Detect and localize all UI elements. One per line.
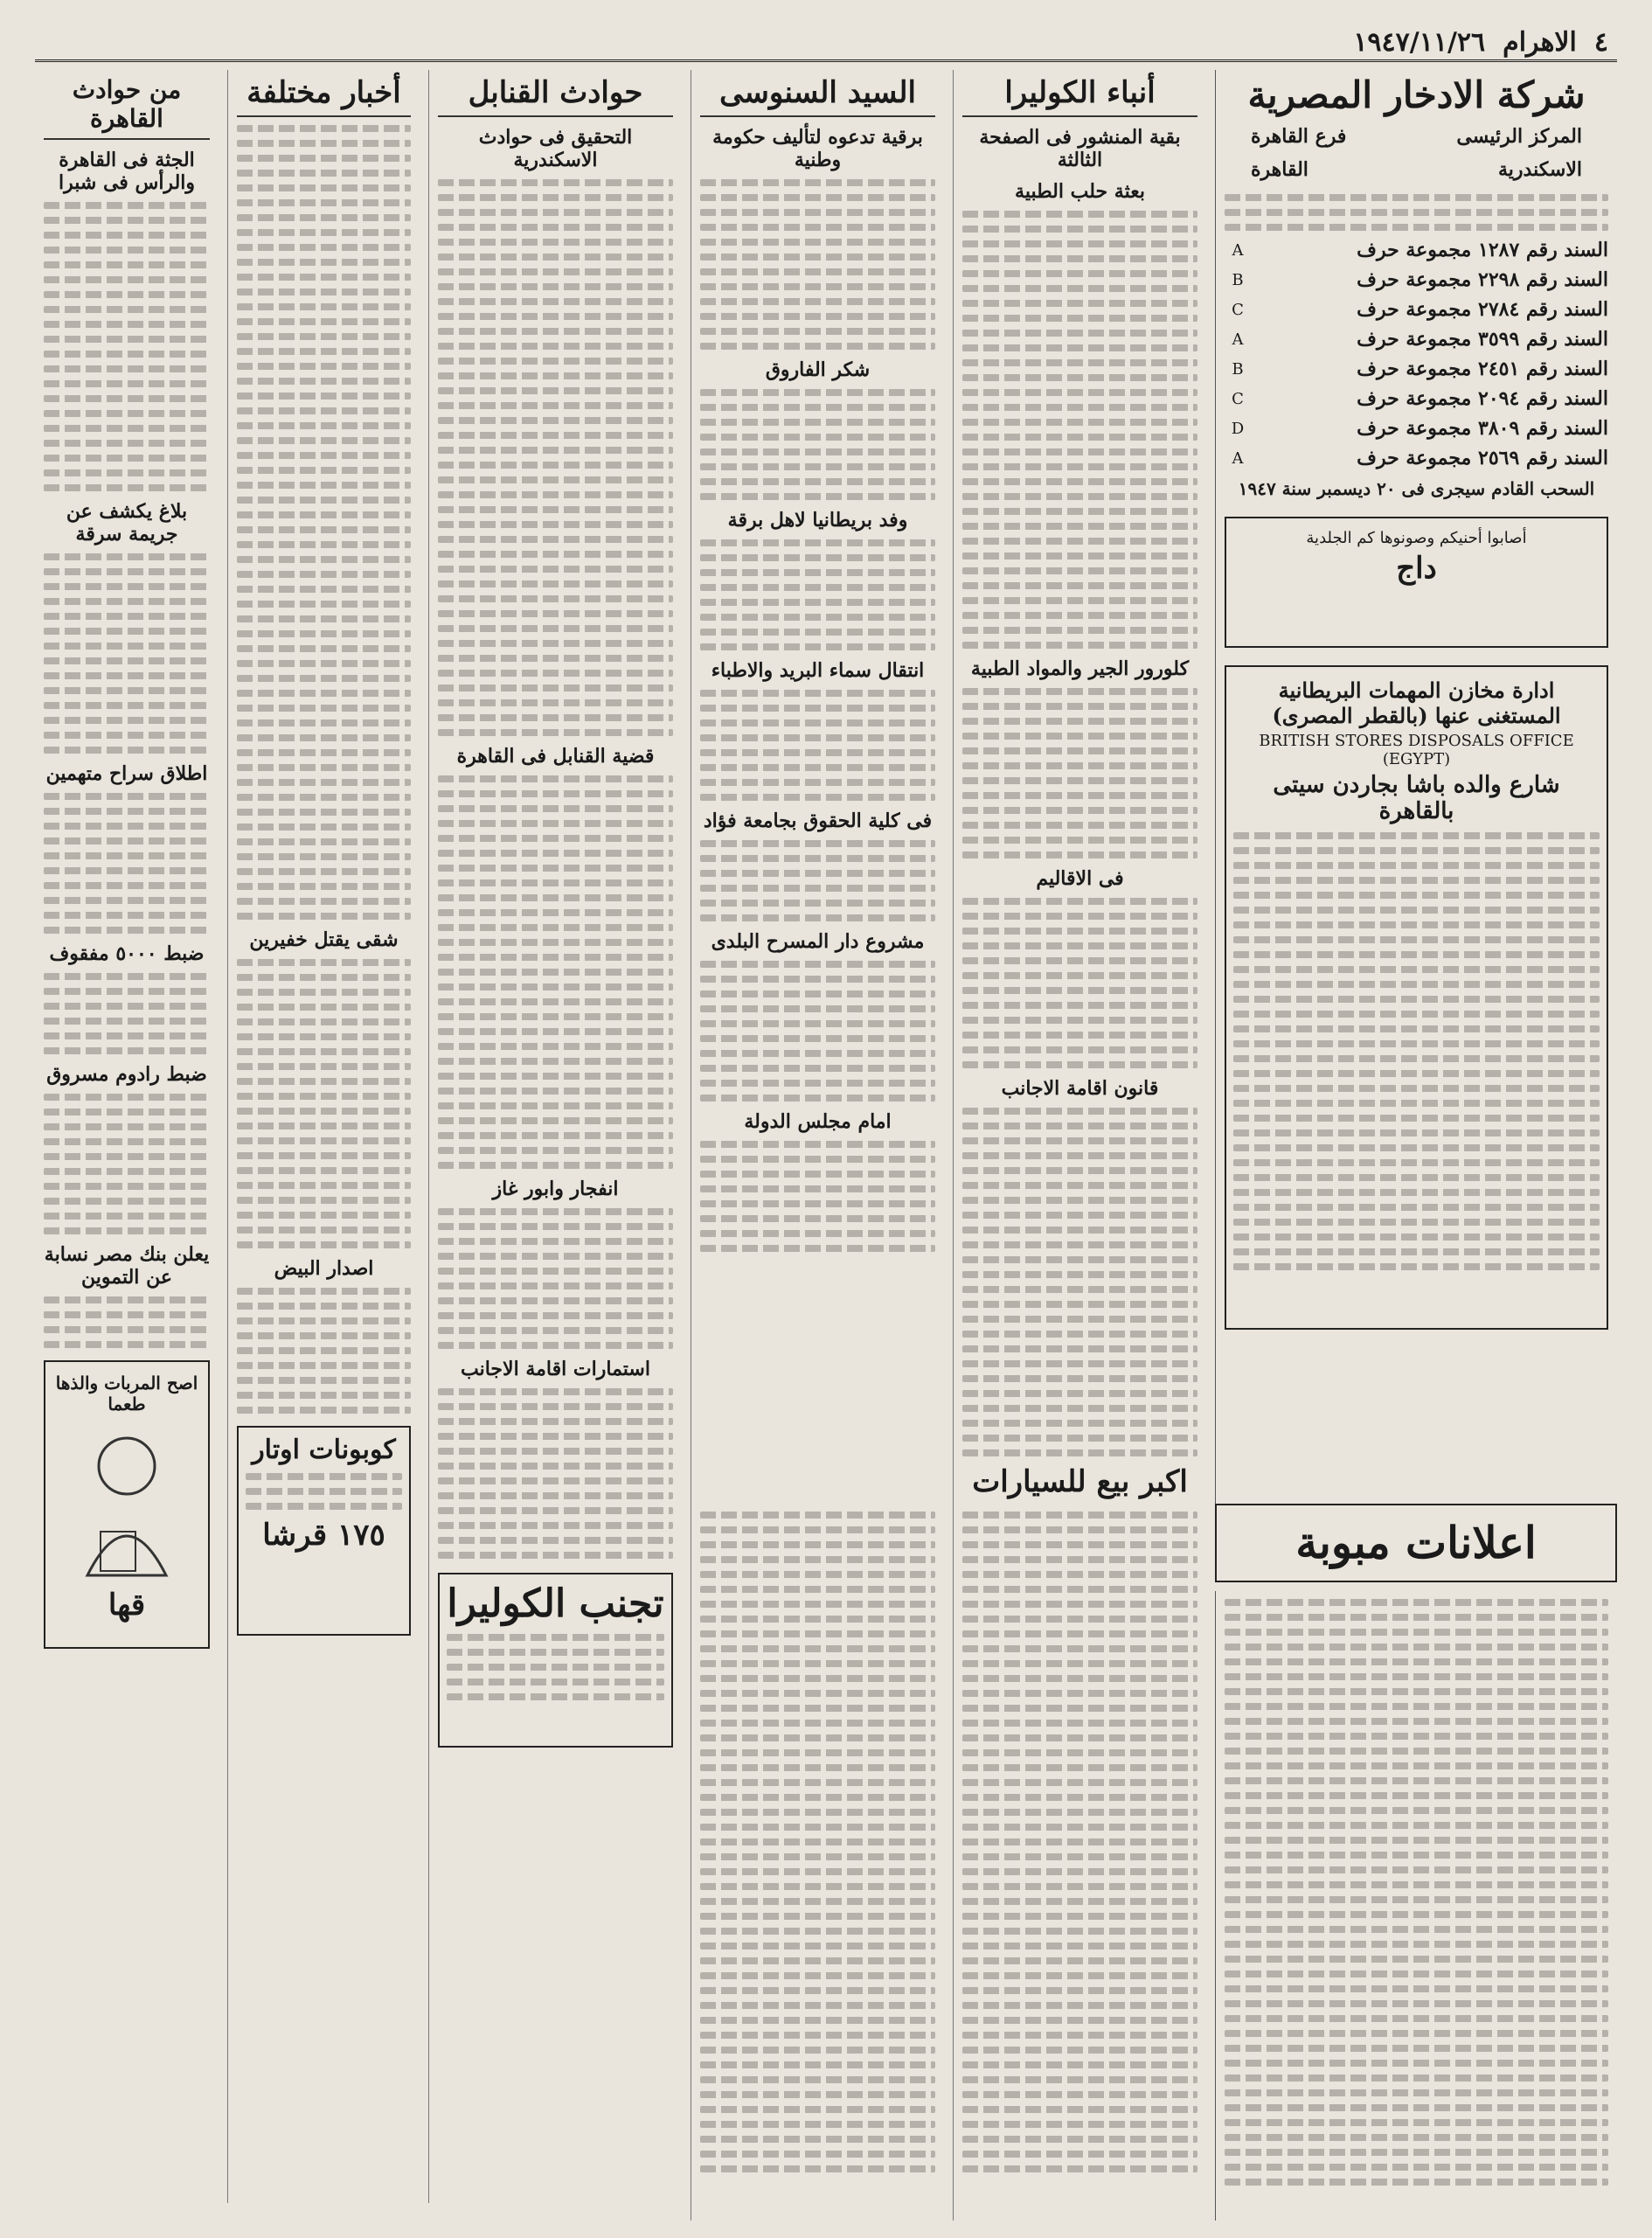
subhead: مشروع دار المسرح البلدى — [711, 930, 925, 953]
bond-row: السند رقم ٣٥٩٩ مجموعة حرف A — [1232, 328, 1608, 351]
subhead: اطلاق سراح متهمين — [45, 762, 208, 785]
classified-heading: اعلانات مبوبة — [1215, 1504, 1617, 1582]
dag-brand: داج — [1396, 551, 1437, 586]
hq-label: المركز الرئيسى — [1456, 125, 1582, 148]
subhead: شقى يقتل خفيرين — [249, 928, 399, 951]
classified-col-3 — [691, 1504, 944, 2221]
company-title: شركة الادخار المصرية — [1247, 73, 1586, 116]
column-company — [1215, 70, 1617, 1556]
dag-ad — [1225, 517, 1608, 648]
bond-row: السند رقم ٢٧٨٤ مجموعة حرف C — [1232, 298, 1608, 321]
bond-row: السند رقم ٢٤٥١ مجموعة حرف B — [1232, 358, 1608, 380]
cairo-heading: من حوادث القاهرة — [44, 75, 210, 140]
subhead: فى كلية الحقوق بجامعة فؤاد — [703, 810, 933, 832]
subhead: ضبط ٥٠٠٠ مفقوف — [49, 942, 205, 965]
bombs-heading: حوادث القنابل — [438, 75, 673, 117]
subhead: بقية المنشور فى الصفحة الثالثة — [979, 126, 1181, 171]
classified-col-1 — [1215, 1591, 1617, 2221]
qaha-brand: قها — [108, 1588, 146, 1623]
subhead: بعثة حلب الطبية — [1015, 180, 1145, 203]
subhead: قانون اقامة الاجانب — [1001, 1077, 1159, 1100]
coupon-title: كوبونات اوتار — [252, 1435, 396, 1465]
bs-en: BRITISH STORES DISPOSALS OFFICE (EGYPT) — [1259, 732, 1574, 768]
cholera-heading: أنباء الكوليرا — [962, 75, 1197, 117]
classified-col-2 — [953, 1504, 1206, 2221]
jam-title: اصح المربات والذها طعما — [55, 1373, 198, 1414]
bs-address: شارع والده باشا بجاردن سيتى بالقاهرة — [1273, 772, 1560, 824]
misc-heading: أخبار مختلفة — [237, 75, 411, 117]
cholera-ad — [438, 1573, 673, 1748]
subhead: بلاغ يكشف عن جريمة سرقة — [66, 500, 188, 546]
subhead: يعلن بنك مصر نسابة عن التموين — [44, 1243, 210, 1289]
column-senussi — [691, 70, 944, 1556]
column-cairo — [35, 70, 219, 2203]
alex-label: الاسكندرية — [1498, 158, 1582, 181]
british-stores-ad — [1225, 665, 1608, 1330]
price: ١٧٥ قرشا — [262, 1518, 385, 1553]
dag-title: أصابوا أحنيكم وصونوها كم الجلدية — [1306, 529, 1527, 547]
subhead: ضبط رادوم مسروق — [46, 1063, 207, 1086]
bond-row: السند رقم ٣٨٠٩ مجموعة حرف D — [1231, 417, 1608, 440]
page-number: ٤ — [1593, 26, 1608, 58]
subhead: استمارات اقامة الاجانب — [461, 1358, 650, 1380]
bond-row: السند رقم ١٢٨٧ مجموعة حرف A — [1232, 239, 1608, 261]
bond-row: السند رقم ٢٠٩٤ مجموعة حرف C — [1232, 387, 1608, 410]
jam-ad — [44, 1360, 210, 1649]
subhead: قضية القنابل فى القاهرة — [456, 745, 655, 768]
subhead: اصدار البيض — [274, 1257, 374, 1280]
cholera-ad-title: تجنب الكوليرا — [447, 1581, 664, 1626]
cairo-label: القاهرة — [1251, 158, 1308, 181]
masthead — [35, 24, 1617, 62]
subhead: فى الاقاليم — [1036, 867, 1124, 890]
issue-date: ١٩٤٧/١١/٢٦ — [1353, 26, 1486, 58]
subhead: برقية تدعوه لتأليف حكومة وطنية — [712, 126, 923, 171]
subhead: انتقال سماء البريد والاطباء — [711, 659, 925, 682]
bond-list — [1225, 239, 1608, 469]
paper-name: الاهرام — [1503, 26, 1577, 58]
subhead: كلورور الجير والمواد الطبية — [970, 657, 1190, 680]
branch-label: فرع القاهرة — [1251, 125, 1347, 148]
bs-title: ادارة مخازن المهمات البريطانية المستغنى عنها (بالقطر المصرى) — [1272, 678, 1561, 728]
subhead: امام مجلس الدولة — [744, 1110, 892, 1133]
subhead: وفد بريطانيا لاهل برقة — [727, 509, 908, 532]
bond-row: السند رقم ٢٢٩٨ مجموعة حرف B — [1232, 268, 1608, 291]
column-cholera — [953, 70, 1206, 1556]
subhead: الجثة فى القاهرة والرأس فى شبرا — [58, 149, 196, 194]
column-misc — [227, 70, 420, 2203]
woman-illustration-icon — [52, 1418, 201, 1584]
coupon-ad — [237, 1426, 411, 1636]
bond-footer: السحب القادم سيجرى فى ٢٠ ديسمبر سنة ١٩٤٧ — [1238, 478, 1595, 499]
bond-row: السند رقم ٢٥٦٩ مجموعة حرف A — [1232, 447, 1608, 469]
cars-ad: اكبر بيع للسيارات — [972, 1464, 1188, 1499]
column-bombs — [428, 70, 682, 2203]
senussi-heading: السيد السنوسى — [700, 75, 935, 117]
subhead: انفجار وابور غاز — [492, 1178, 619, 1200]
subhead: التحقيق فى حوادث الاسكندرية — [478, 126, 633, 171]
subhead: شكر الفاروق — [765, 358, 871, 381]
